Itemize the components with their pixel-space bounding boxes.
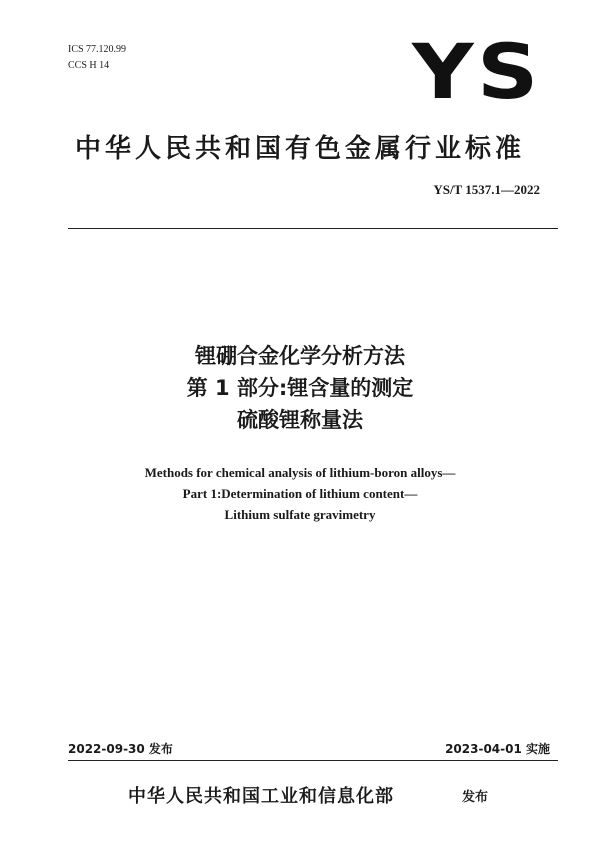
- chinese-title-line-3: 硫酸锂称量法: [237, 408, 363, 432]
- english-title-line-1: Methods for chemical analysis of lithium-boron alloys—: [144, 465, 456, 480]
- issue-date: 2022-09-30 发布: [68, 742, 173, 756]
- classification-codes: [68, 42, 126, 74]
- implementation-date: 2023-04-01 实施: [445, 742, 550, 756]
- ics-code: ICS 77.120.99: [68, 44, 127, 55]
- issuing-authority: 中华人民共和国工业和信息化部: [128, 786, 394, 807]
- footer-divider: [68, 760, 558, 761]
- english-title-line-3: Lithium sulfate gravimetry: [224, 507, 376, 522]
- chinese-title: [0, 340, 600, 436]
- issuer-suffix: 发布: [462, 790, 489, 805]
- standard-number: YS/T 1537.1—2022: [433, 182, 540, 197]
- header-divider: [68, 228, 558, 229]
- english-title-line-2: Part 1:Determination of lithium content—: [182, 486, 418, 501]
- english-title: [0, 462, 600, 525]
- chinese-title-line-1: 锂硼合金化学分析方法: [195, 344, 405, 368]
- chinese-title-line-2: 第 1 部分:锂含量的测定: [186, 376, 414, 400]
- ccs-code: CCS H 14: [68, 60, 110, 71]
- organization-title: 中华人民共和国有色金属行业标准: [74, 134, 525, 164]
- ys-logo: YS: [412, 27, 542, 116]
